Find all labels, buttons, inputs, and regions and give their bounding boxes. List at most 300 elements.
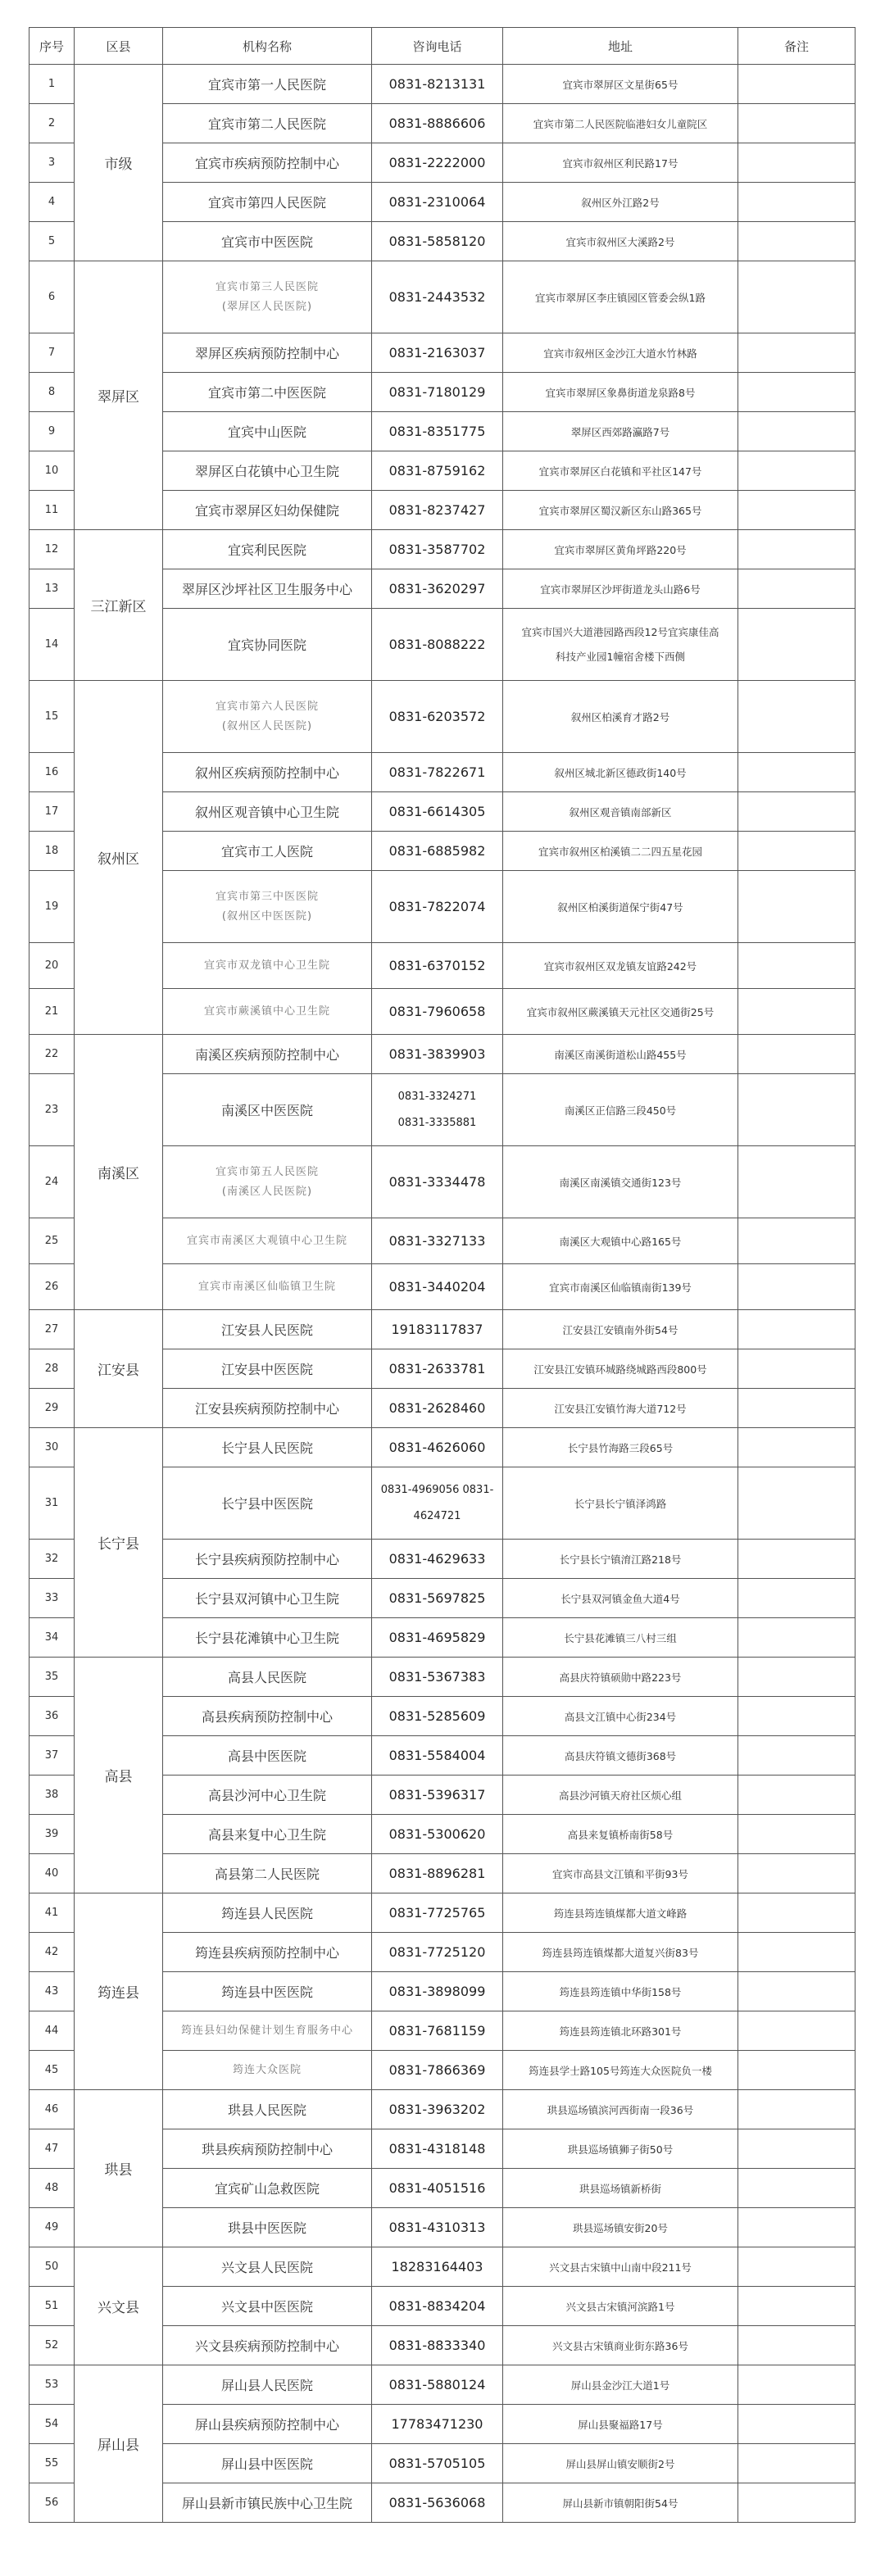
note-cell [738,183,856,222]
phone-line-1: 0831-4969056 0831- [380,1483,494,1496]
table-row [30,2247,856,2287]
institution-name: 长宁县双河镇中心卫生院 [163,1579,372,1618]
institution-name: 江安县中医医院 [163,1349,372,1389]
address: 屏山县聚福路17号 [503,2405,738,2444]
header-no: 序号 [30,28,75,65]
institution-name: 宜宾市翠屏区妇幼保健院 [163,491,372,530]
institution-name: 宜宾市中医医院 [163,222,372,261]
phone-number: 0831-4051516 [372,2169,503,2208]
row-number: 42 [30,1933,75,1972]
address: 江安县江安镇竹海大道712号 [503,1389,738,1428]
table-row [30,1893,856,1933]
row-number: 15 [30,681,75,753]
institution-alt-name: (南溪区人民医院) [221,1185,313,1198]
address: 珙县巡场镇狮子街50号 [503,2129,738,2169]
row-number: 7 [30,333,75,373]
note-cell [738,1540,856,1579]
phone-number: 0831-7725765 [372,1893,503,1933]
note-cell [738,1697,856,1736]
institution-name: 高县第二人民医院 [163,1854,372,1893]
row-number: 48 [30,2169,75,2208]
header-note: 备注 [738,28,856,65]
district-cell: 兴文县 [75,2247,163,2365]
table-row [30,2090,856,2129]
district-cell: 筠连县 [75,1893,163,2090]
note-cell [738,261,856,333]
phone-number: 0831-5858120 [372,222,503,261]
note-cell [738,1776,856,1815]
note-cell [738,222,856,261]
institution-name: 高县疾病预防控制中心 [163,1697,372,1736]
institution-name-line: 宜宾市第三中医医院 [215,890,319,903]
institution-name-line: 宜宾市第六人民医院 [215,700,319,713]
phone-number: 0831-3898099 [372,1972,503,2011]
phone-number: 0831-3327133 [372,1218,503,1264]
row-number: 53 [30,2365,75,2405]
phone-number: 0831-8088222 [372,609,503,681]
note-cell [738,1736,856,1776]
address: 宜宾市叙州区双龙镇友谊路242号 [503,943,738,989]
phone-number: 0831-2310064 [372,183,503,222]
institution-name [163,1146,372,1218]
address: 宜宾市翠屏区黄角坪路220号 [503,530,738,569]
address: 宜宾市叙州区大溪路2号 [503,222,738,261]
institution-alt-name: (叙州区人民医院) [221,719,313,732]
address: 屏山县新市镇朝阳街54号 [503,2483,738,2523]
phone-number: 0831-4310313 [372,2208,503,2247]
district-cell: 南溪区 [75,1035,163,1310]
phone-number: 0831-8351775 [372,412,503,451]
row-number: 28 [30,1349,75,1389]
address: 筠连县筠连镇北环路301号 [503,2011,738,2051]
row-number: 34 [30,1618,75,1658]
address: 长宁县长宁镇淯江路218号 [503,1540,738,1579]
institution-name [163,261,372,333]
address: 叙州区城北新区德政街140号 [503,753,738,792]
note-cell [738,2090,856,2129]
row-number: 54 [30,2405,75,2444]
header-phone: 咨询电话 [372,28,503,65]
row-number: 45 [30,2051,75,2090]
institution-name: 屏山县人民医院 [163,2365,372,2405]
row-number: 25 [30,1218,75,1264]
institution-name: 高县沙河中心卫生院 [163,1776,372,1815]
address: 宜宾市翠屏区李庄镇园区管委会纵1路 [503,261,738,333]
note-cell [738,2287,856,2326]
phone-number: 0831-8886606 [372,104,503,143]
phone-number: 0831-5300620 [372,1815,503,1854]
row-number: 38 [30,1776,75,1815]
header-district: 区县 [75,28,163,65]
phone-number: 0831-5396317 [372,1776,503,1815]
district-cell: 三江新区 [75,530,163,681]
address: 宜宾市高县文江镇和平街93号 [503,1854,738,1893]
table-row [30,1035,856,1074]
header-address: 地址 [503,28,738,65]
institution-name: 宜宾矿山急救医院 [163,2169,372,2208]
row-number: 56 [30,2483,75,2523]
address: 筠连县学士路105号筠连大众医院负一楼 [503,2051,738,2090]
institution-name: 江安县疾病预防控制中心 [163,1389,372,1428]
row-number: 52 [30,2326,75,2365]
phone-number: 0831-5705105 [372,2444,503,2483]
note-cell [738,609,856,681]
note-cell [738,2483,856,2523]
row-number: 39 [30,1815,75,1854]
row-number: 19 [30,871,75,943]
address: 高县来复镇桥南街58号 [503,1815,738,1854]
institution-name [163,871,372,943]
phone-number: 0831-7960658 [372,989,503,1035]
phone-number: 0831-5584004 [372,1736,503,1776]
district-cell: 江安县 [75,1310,163,1428]
phone-number: 19183117837 [372,1310,503,1349]
institution-name: 翠屏区沙坪社区卫生服务中心 [163,569,372,609]
table-row [30,1310,856,1349]
row-number: 46 [30,2090,75,2129]
note-cell [738,2247,856,2287]
phone-number: 0831-3587702 [372,530,503,569]
note-cell [738,412,856,451]
note-cell [738,871,856,943]
institution-name: 长宁县疾病预防控制中心 [163,1540,372,1579]
phone-number: 0831-4629633 [372,1540,503,1579]
phone-number: 0831-8237427 [372,491,503,530]
phone-line-1: 0831-3324271 [397,1090,477,1103]
district-cell: 叙州区 [75,681,163,1035]
address: 叙州区柏溪街道保宁街47号 [503,871,738,943]
row-number: 23 [30,1074,75,1146]
phone-number: 0831-2163037 [372,333,503,373]
address: 筠连县筠连镇煤都大道复兴街83号 [503,1933,738,1972]
row-number: 12 [30,530,75,569]
row-number: 37 [30,1736,75,1776]
institution-name: 兴文县人民医院 [163,2247,372,2287]
note-cell [738,753,856,792]
address: 宜宾市翠屏区蜀汉新区东山路365号 [503,491,738,530]
row-number: 8 [30,373,75,412]
note-cell [738,2405,856,2444]
address: 屏山县金沙江大道1号 [503,2365,738,2405]
address: 南溪区南溪街道松山路455号 [503,1035,738,1074]
row-number: 35 [30,1658,75,1697]
note-cell [738,65,856,104]
address: 筠连县筠连镇煤都大道文峰路 [503,1893,738,1933]
institution-name: 宜宾市南溪区大观镇中心卫生院 [163,1218,372,1264]
row-number: 20 [30,943,75,989]
note-cell [738,1074,856,1146]
table-body [30,65,856,2523]
note-cell [738,2011,856,2051]
note-cell [738,1389,856,1428]
institution-name: 宜宾中山医院 [163,412,372,451]
note-cell [738,530,856,569]
note-cell [738,1310,856,1349]
row-number: 27 [30,1310,75,1349]
phone-number: 0831-8834204 [372,2287,503,2326]
row-number: 11 [30,491,75,530]
institution-name: 长宁县中医医院 [163,1467,372,1540]
address: 长宁县长宁镇泽鸿路 [503,1467,738,1540]
phone-number: 0831-6370152 [372,943,503,989]
institution-name: 珙县疾病预防控制中心 [163,2129,372,2169]
address: 宜宾市第二人民医院临港妇女儿童院区 [503,104,738,143]
note-cell [738,1264,856,1310]
address: 珙县巡场镇新桥街 [503,2169,738,2208]
institution-name: 宜宾市双龙镇中心卫生院 [163,943,372,989]
header-row [30,28,856,65]
note-cell [738,1428,856,1467]
institution-name: 叙州区疾病预防控制中心 [163,753,372,792]
address: 翠屏区西郊路瀛路7号 [503,412,738,451]
address: 兴文县古宋镇中山南中段211号 [503,2247,738,2287]
phone-number: 0831-2443532 [372,261,503,333]
phone-number: 0831-3620297 [372,569,503,609]
note-cell [738,832,856,871]
row-number: 24 [30,1146,75,1218]
institution-name: 宜宾市第二人民医院 [163,104,372,143]
institution-name: 宜宾市第二中医医院 [163,373,372,412]
note-cell [738,1349,856,1389]
note-cell [738,989,856,1035]
institution-name: 翠屏区疾病预防控制中心 [163,333,372,373]
institution-name: 屏山县中医医院 [163,2444,372,2483]
row-number: 41 [30,1893,75,1933]
institution-name: 叙州区观音镇中心卫生院 [163,792,372,832]
institution-name: 珙县中医医院 [163,2208,372,2247]
phone-number: 18283164403 [372,2247,503,2287]
row-number: 55 [30,2444,75,2483]
address: 叙州区柏溪育才路2号 [503,681,738,753]
institution-name: 高县来复中心卫生院 [163,1815,372,1854]
row-number: 50 [30,2247,75,2287]
note-cell [738,1815,856,1854]
row-number: 30 [30,1428,75,1467]
note-cell [738,451,856,491]
institution-name: 兴文县疾病预防控制中心 [163,2326,372,2365]
institution-name: 翠屏区白花镇中心卫生院 [163,451,372,491]
phone-number: 0831-4626060 [372,1428,503,1467]
note-cell [738,1972,856,2011]
institution-name: 高县中医医院 [163,1736,372,1776]
note-cell [738,143,856,183]
phone-number: 0831-5636068 [372,2483,503,2523]
row-number: 43 [30,1972,75,2011]
phone-number [372,1074,503,1146]
row-number: 1 [30,65,75,104]
row-number: 10 [30,451,75,491]
address: 叙州区观音镇南部新区 [503,792,738,832]
row-number: 32 [30,1540,75,1579]
phone-number: 0831-6614305 [372,792,503,832]
institution-name: 宜宾市蕨溪镇中心卫生院 [163,989,372,1035]
phone-number: 0831-2628460 [372,1389,503,1428]
institution-name: 宜宾利民医院 [163,530,372,569]
note-cell [738,1893,856,1933]
row-number: 36 [30,1697,75,1736]
row-number: 26 [30,1264,75,1310]
note-cell [738,792,856,832]
row-number: 17 [30,792,75,832]
address: 南溪区正信路三段450号 [503,1074,738,1146]
note-cell [738,2169,856,2208]
row-number: 21 [30,989,75,1035]
note-cell [738,2326,856,2365]
address: 屏山县屏山镇安顺街2号 [503,2444,738,2483]
phone-number: 0831-2633781 [372,1349,503,1389]
row-number: 5 [30,222,75,261]
district-cell: 市级 [75,65,163,261]
phone-line-2: 4624721 [413,1509,461,1522]
institution-name: 长宁县人民医院 [163,1428,372,1467]
phone-number: 0831-8896281 [372,1854,503,1893]
phone-number: 0831-7822671 [372,753,503,792]
address: 兴文县古宋镇河滨路1号 [503,2287,738,2326]
note-cell [738,1854,856,1893]
phone-number: 0831-4695829 [372,1618,503,1658]
note-cell [738,104,856,143]
phone-line-2: 0831-3335881 [397,1116,477,1129]
address: 宜宾市国兴大道港园路西段12号宜宾康佳高科技产业园1幢宿舍楼下西侧 [503,609,738,681]
phone-number: 0831-5367383 [372,1658,503,1697]
address: 珙县巡场镇安街20号 [503,2208,738,2247]
address: 宜宾市叙州区金沙江大道水竹林路 [503,333,738,373]
institution-name: 宜宾市第四人民医院 [163,183,372,222]
address: 高县庆符镇硕勋中路223号 [503,1658,738,1697]
phone-number: 0831-5285609 [372,1697,503,1736]
address: 宜宾市翠屏区白花镇和平社区147号 [503,451,738,491]
address: 珙县巡场镇滨河西街南一段36号 [503,2090,738,2129]
row-number: 40 [30,1854,75,1893]
hospital-table [29,27,856,2523]
phone-number: 0831-7866369 [372,2051,503,2090]
phone-number: 0831-7681159 [372,2011,503,2051]
institution-name: 珙县人民医院 [163,2090,372,2129]
institution-name: 宜宾市第一人民医院 [163,65,372,104]
row-number: 22 [30,1035,75,1074]
address: 宜宾市南溪区仙临镇南街139号 [503,1264,738,1310]
district-cell: 珙县 [75,2090,163,2247]
hospital-list-document [29,27,856,2523]
institution-name: 江安县人民医院 [163,1310,372,1349]
institution-name: 宜宾市工人医院 [163,832,372,871]
district-cell: 长宁县 [75,1428,163,1658]
institution-name: 筠连县妇幼保健计划生育服务中心 [163,2011,372,2051]
note-cell [738,1618,856,1658]
address: 宜宾市叙州区蕨溪镇天元社区交通街25号 [503,989,738,1035]
phone-number: 0831-8833340 [372,2326,503,2365]
row-number: 47 [30,2129,75,2169]
address: 宜宾市叙州区利民路17号 [503,143,738,183]
institution-name: 宜宾市疾病预防控制中心 [163,143,372,183]
institution-name: 南溪区中医医院 [163,1074,372,1146]
table-row [30,681,856,753]
note-cell [738,1933,856,1972]
row-number: 3 [30,143,75,183]
table-row [30,1658,856,1697]
row-number: 49 [30,2208,75,2247]
note-cell [738,1467,856,1540]
note-cell [738,2365,856,2405]
row-number: 31 [30,1467,75,1540]
note-cell [738,1035,856,1074]
phone-number: 0831-6885982 [372,832,503,871]
district-cell: 翠屏区 [75,261,163,530]
institution-name: 筠连县人民医院 [163,1893,372,1933]
institution-name: 长宁县花滩镇中心卫生院 [163,1618,372,1658]
phone-number: 0831-6203572 [372,681,503,753]
address: 宜宾市叙州区柏溪镇二二四五星花园 [503,832,738,871]
phone-number: 0831-7822074 [372,871,503,943]
table-row [30,65,856,104]
institution-name: 屏山县新市镇民族中心卫生院 [163,2483,372,2523]
institution-name: 筠连大众医院 [163,2051,372,2090]
institution-name: 宜宾协同医院 [163,609,372,681]
address: 宜宾市翠屏区文星街65号 [503,65,738,104]
phone-number: 0831-3963202 [372,2090,503,2129]
phone-number: 0831-3334478 [372,1146,503,1218]
note-cell [738,333,856,373]
note-cell [738,491,856,530]
institution-name [163,681,372,753]
table-row [30,530,856,569]
note-cell [738,569,856,609]
note-cell [738,2051,856,2090]
address: 宜宾市翠屏区象鼻街道龙泉路8号 [503,373,738,412]
phone-number [372,1467,503,1540]
note-cell [738,2444,856,2483]
row-number: 13 [30,569,75,609]
note-cell [738,943,856,989]
address: 长宁县花滩镇三八村三组 [503,1618,738,1658]
row-number: 6 [30,261,75,333]
table-row [30,2365,856,2405]
note-cell [738,1146,856,1218]
address: 高县沙河镇天府社区烦心组 [503,1776,738,1815]
row-number: 14 [30,609,75,681]
phone-number: 0831-2222000 [372,143,503,183]
district-cell: 屏山县 [75,2365,163,2523]
institution-name: 宜宾市南溪区仙临镇卫生院 [163,1264,372,1310]
institution-name: 屏山县疾病预防控制中心 [163,2405,372,2444]
phone-number: 0831-3839903 [372,1035,503,1074]
table-row [30,261,856,333]
row-number: 18 [30,832,75,871]
phone-number: 0831-8213131 [372,65,503,104]
note-cell [738,681,856,753]
institution-alt-name: (叙州区中医医院) [221,909,313,923]
phone-number: 0831-5880124 [372,2365,503,2405]
row-number: 33 [30,1579,75,1618]
district-cell: 高县 [75,1658,163,1893]
address: 兴文县古宋镇商业街东路36号 [503,2326,738,2365]
address: 筠连县筠连镇中华街158号 [503,1972,738,2011]
row-number: 9 [30,412,75,451]
row-number: 44 [30,2011,75,2051]
address: 高县文江镇中心街234号 [503,1697,738,1736]
phone-number: 0831-7180129 [372,373,503,412]
phone-number: 17783471230 [372,2405,503,2444]
row-number: 51 [30,2287,75,2326]
institution-name: 筠连县中医医院 [163,1972,372,2011]
row-number: 16 [30,753,75,792]
address: 江安县江安镇环城路绕城路西段800号 [503,1349,738,1389]
note-cell [738,1579,856,1618]
address: 长宁县双河镇金鱼大道4号 [503,1579,738,1618]
institution-name: 高县人民医院 [163,1658,372,1697]
note-cell [738,1218,856,1264]
note-cell [738,2208,856,2247]
